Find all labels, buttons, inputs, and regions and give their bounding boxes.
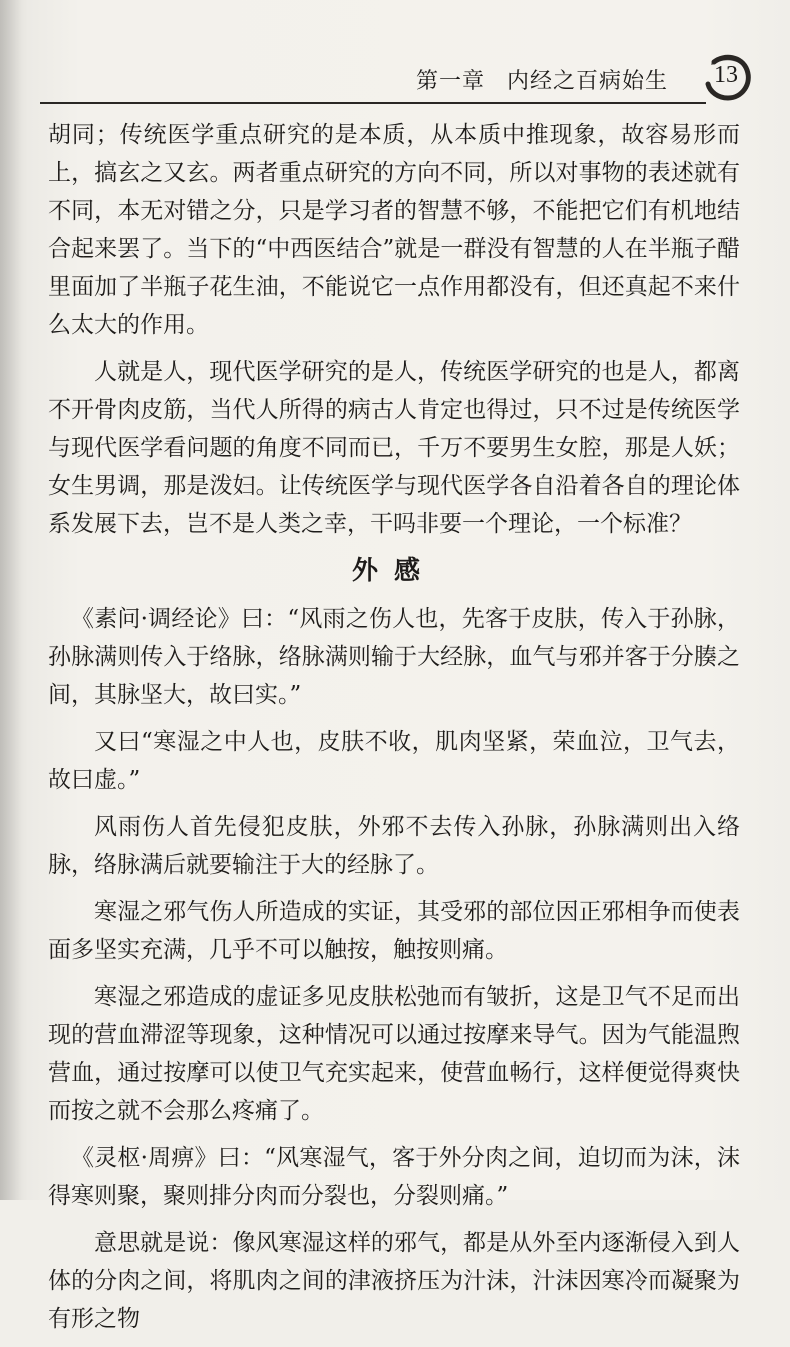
chapter-label: 第一章 — [415, 69, 485, 94]
paragraph: 意思就是说：像风寒湿这样的邪气，都是从外至内逐渐侵入到人体的分肉之间，将肌肉之间的津液挤压为汁沫，汁沫因寒冷而凝聚为有形之物 — [48, 1230, 740, 1332]
paragraph: 《素问·调经论》曰：“风雨之伤人也，先客于皮肤，传入于孙脉，孙脉满则传入于络脉，络脉满则输于大经脉，血气与邪并客于分腠之间，其脉坚大，故曰实。” — [48, 606, 740, 708]
section-heading: 外感 — [351, 556, 436, 586]
paragraph: 《灵枢·周痹》曰：“风寒湿气，客于外分肉之间，迫切而为沫，沫得寒则聚，聚则排分肉而分裂也，分裂则痛。” — [48, 1145, 740, 1209]
header-rule — [40, 102, 706, 104]
header-title — [416, 64, 668, 95]
paragraph: 胡同；传统医学重点研究的是本质，从本质中推现象，故容易形而上，搞玄之又玄。两者重点研究的方向不同，所以对事物的表述就有不同，本无对错之分，只是学习者的智慧不够，不能把它们有机地结合起来罢了。当下的“中西医结合”就是一群没有智慧的人在半瓶子醋里面加了半瓶子花生油，不能说它一点作用都没有，但还真起不来什么太大的作用。 — [48, 122, 740, 338]
paragraph: 寒湿之邪造成的虚证多见皮肤松弛而有皱折，这是卫气不足而出现的营血滞涩等现象，这种情况可以通过按摩来导气。因为气能温煦营血，通过按摩可以使卫气充实起来，使营血畅行，这样便觉得爽快而按之就不会那么疼痛了。 — [48, 984, 740, 1124]
paragraph: 寒湿之邪气伤人所造成的实证，其受邪的部位因正邪相争而使表面多坚实充满，几乎不可以触按，触按则痛。 — [48, 899, 740, 963]
chapter-title: 内经之百病始生 — [506, 69, 668, 94]
running-header — [40, 58, 766, 98]
paragraph: 风雨伤人首先侵犯皮肤，外邪不去传入孙脉，孙脉满则出入络脉，络脉满后就要输注于大的经脉了。 — [48, 814, 740, 878]
spine-shadow — [0, 0, 22, 1200]
paragraph: 人就是人，现代医学研究的是人，传统医学研究的也是人，都离不开骨肉皮筋，当代人所得的病古人肯定也得过，只不过是传统医学与现代医学看问题的角度不同而已，千万不要男生女腔，那是人妖；女生男调，那是泼妇。让传统医学与现代医学各自沿着各自的理论体系发展下去，岂不是人类之幸，干吗非要一个理论，一个标准？ — [48, 359, 740, 537]
paragraph: 又曰“寒湿之中人也，皮肤不收，肌肉坚紧，荣血泣，卫气去，故曰虚。” — [48, 729, 740, 793]
main-text — [48, 116, 740, 1347]
page-number: 13 — [714, 62, 738, 88]
